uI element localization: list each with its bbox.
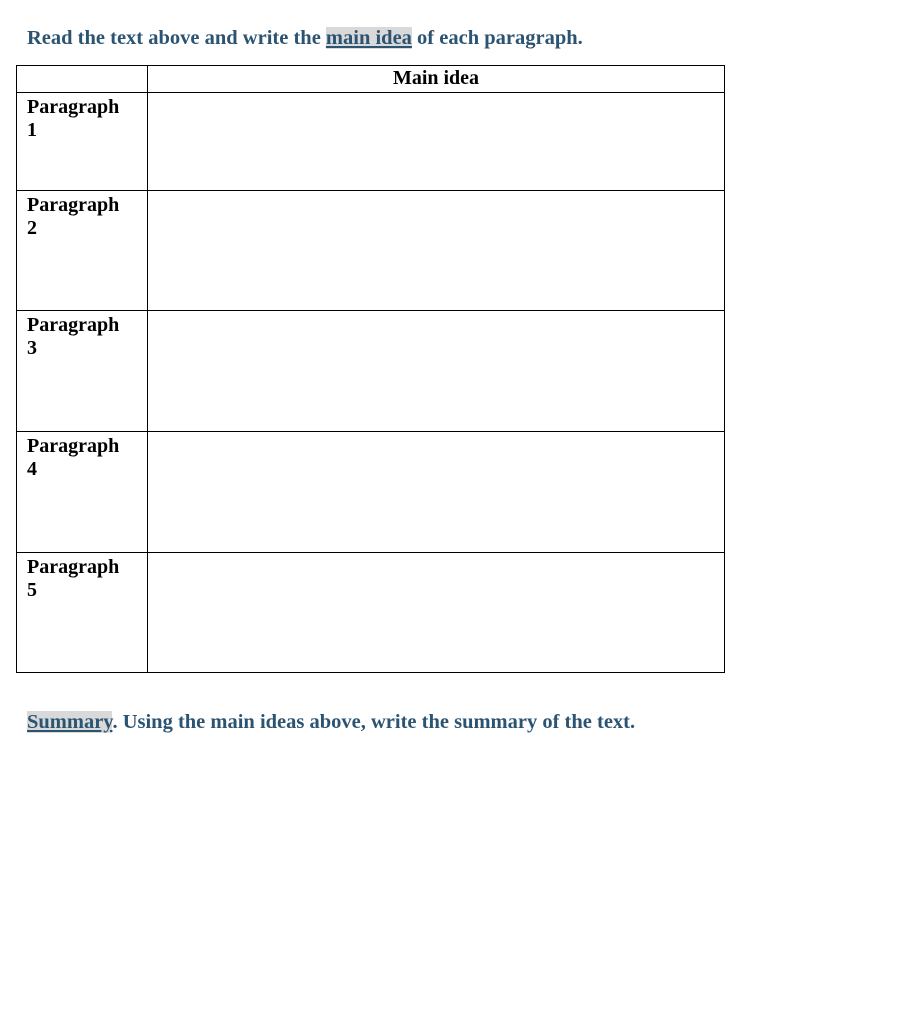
- main-idea-highlight: main idea: [325, 27, 412, 49]
- table-row: [17, 191, 725, 311]
- main-idea-answer-cell[interactable]: [148, 93, 725, 191]
- main-idea-answer-cell[interactable]: [148, 191, 725, 311]
- paragraph-label-number: 4: [27, 458, 37, 480]
- table-row: [17, 553, 725, 673]
- paragraph-label-word: Paragraph: [27, 314, 120, 336]
- paragraph-label-word: Paragraph: [27, 435, 120, 457]
- paragraph-label: [17, 432, 148, 553]
- main-idea-answer-cell[interactable]: [148, 432, 725, 553]
- table-row: [17, 93, 725, 191]
- table-row: [17, 432, 725, 553]
- paragraph-label: [17, 191, 148, 311]
- instruction-before: Read the text above and write the: [27, 27, 326, 49]
- paragraph-label-number: 2: [27, 217, 37, 239]
- paragraph-label: [17, 311, 148, 432]
- main-idea-header: Main idea: [148, 66, 725, 93]
- paragraph-label: [17, 93, 148, 191]
- header-empty-cell: [17, 66, 148, 93]
- table-row: [17, 311, 725, 432]
- main-idea-table: [16, 65, 725, 673]
- paragraph-label-word: Paragraph: [27, 556, 120, 578]
- paragraph-label: [17, 553, 148, 673]
- summary-heading: [27, 711, 635, 734]
- instruction-heading: [27, 27, 583, 50]
- paragraph-label-number: 1: [27, 119, 37, 141]
- paragraph-label-word: Paragraph: [27, 96, 120, 118]
- paragraph-label-number: 5: [27, 579, 37, 601]
- table-header-row: [17, 66, 725, 93]
- summary-text: . Using the main ideas above, write the summary of the text.: [112, 711, 636, 733]
- paragraph-label-number: 3: [27, 337, 37, 359]
- summary-highlight: Summary: [27, 711, 113, 733]
- instruction-after: of each paragraph.: [411, 27, 583, 49]
- main-idea-answer-cell[interactable]: [148, 553, 725, 673]
- main-idea-answer-cell[interactable]: [148, 311, 725, 432]
- paragraph-label-word: Paragraph: [27, 194, 120, 216]
